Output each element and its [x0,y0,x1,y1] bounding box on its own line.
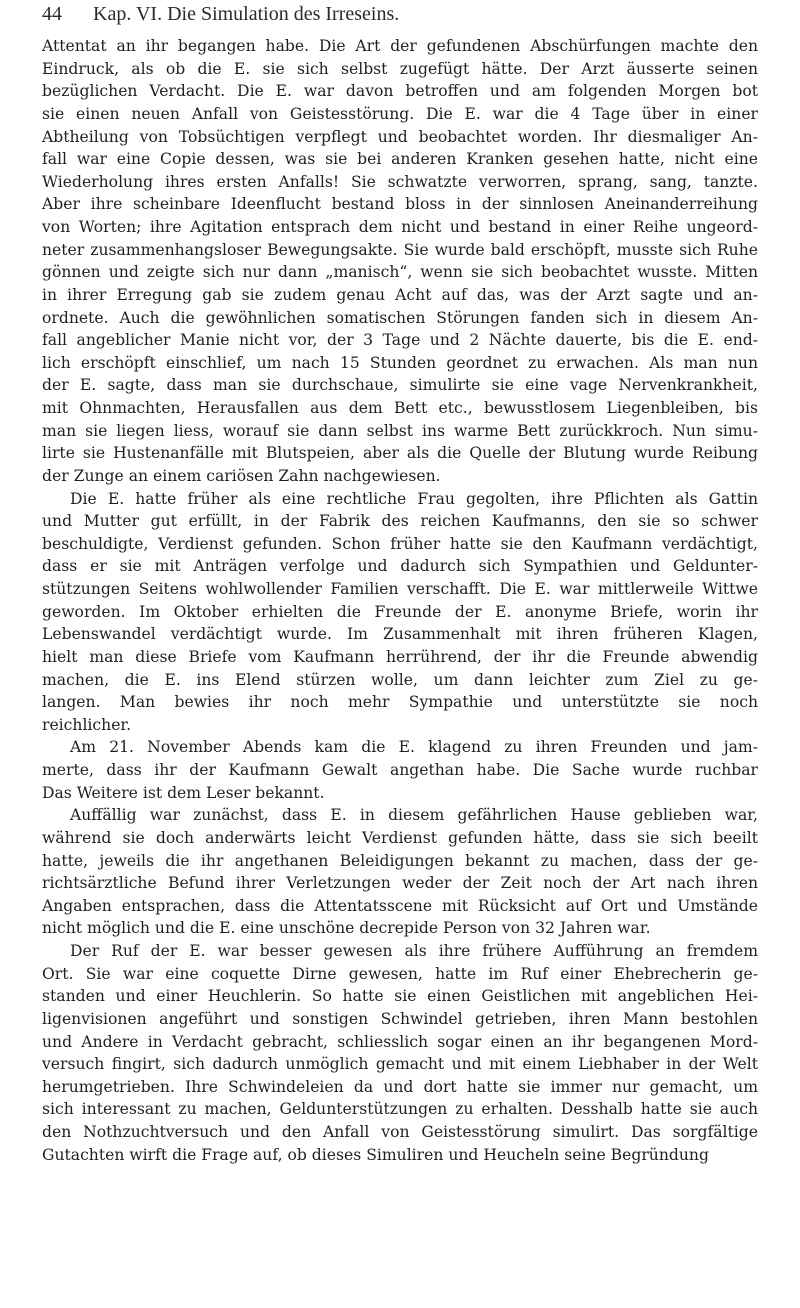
text-line: standen und einer Heuchlerin. So hatte sie einen Geistlichen mit angeblichen Hei- [42,987,758,1006]
text-line: der E. sagte, dass man sie durchschaue, simulirte sie eine vage Nervenkrankheit, [42,376,758,395]
text-line: Angaben entsprachen, dass die Attentatsscene mit Rücksicht auf Ort und Umstände [42,896,758,915]
running-head [42,3,758,27]
text-line: Eindruck, als ob die E. sie sich selbst zugefügt hätte. Der Arzt äusserte seinen [42,59,758,78]
text-line: von Worten; ihre Agitation entsprach dem nicht und bestand in einer Reihe ungeord- [42,218,758,236]
text-line: beschuldigte, Verdienst gefunden. Schon früher hatte sie den Kaufmann verdächtigt, [42,534,758,553]
text-line: mit Ohnmachten, Herausfallen aus dem Bett etc., bewusstlosem Liegenbleiben, bis [42,399,758,417]
text-line: während sie doch anderwärts leicht Verdienst gefunden hätte, dass sie sich beeilt [42,828,758,847]
text-line: Auffällig war zunächst, dass E. in diesem gefährlichen Hause geblieben war, [70,806,758,825]
text-line: fall war eine Copie dessen, was sie bei anderen Kranken gesehen hatte, nicht eine [42,150,758,169]
text-line: und Mutter gut erfüllt, in der Fabrik des reichen Kaufmanns, den sie so schwer [42,512,758,531]
text-line: neter zusammenhangsloser Bewegungsakte. Sie wurde bald erschöpft, musste sich Ruhe [42,240,758,259]
text-line: Wiederholung ihres ersten Anfalls! Sie schwatzte verworren, sprang, sang, tanzte. [42,172,758,191]
text-line: Am 21. November Abends kam die E. klagend zu ihren Freunden und jam- [70,738,758,757]
paragraph [42,804,758,940]
text-line: Die E. hatte früher als eine rechtliche Frau gegolten, ihre Pflichten als Gattin [70,489,758,508]
text-line: hielt man diese Briefe vom Kaufmann herrührend, der ihr die Freunde abwendig [42,647,758,666]
chapter-heading: Kap. VI. Die Simulation des Irreseins. [93,3,400,25]
text-line: hatte, jeweils die ihr angethanen Beleidigungen bekannt zu machen, dass der ge- [42,851,758,870]
text-line: nicht möglich und die E. eine unschöne decrepide Person von 32 Jahren war. [42,919,651,938]
text-line: man sie liegen liess, worauf sie dann selbst ins warme Bett zurückkroch. Nun simu- [42,421,758,440]
text-line: Abtheilung von Tobsüchtigen verpflegt und beobachtet worden. Ihr diesmaliger An- [42,127,758,146]
text-line: reichlicher. [42,715,132,734]
text-line: Aber ihre scheinbare Ideenflucht bestand bloss in der sinnlosen Aneinanderreihung [42,195,758,214]
text-line: machen, die E. ins Elend stürzen wolle, um dann leichter zum Ziel zu ge- [42,670,758,689]
text-line: der Zunge an einem cariösen Zahn nachgewiesen. [42,466,441,485]
text-line: fall angeblicher Manie nicht vor, der 3 Tage und 2 Nächte dauerte, bis die E. end- [42,331,758,350]
text-line: und Andere in Verdacht gebracht, schliesslich sogar einen an ihr begangenen Mord- [42,1032,758,1051]
text-line: bezüglichen Verdacht. Die E. war davon betroffen und am folgenden Morgen bot [42,82,758,101]
paragraph [42,488,758,737]
text-line: sich interessant zu machen, Geldunterstützungen zu erhalten. Desshalb hatte sie auch [42,1100,758,1119]
text-line: ordnete. Auch die gewöhnlichen somatischen Störungen fanden sich in diesem An- [42,308,758,327]
page-number: 44 [42,3,62,25]
text-line: Lebenswandel verdächtigt wurde. Im Zusammenhalt mit ihren früheren Klagen, [42,625,758,644]
text-line: herumgetrieben. Ihre Schwindeleien da und dort hatte sie immer nur gemacht, um [42,1077,758,1096]
text-line: geworden. Im Oktober erhielten die Freunde der E. anonyme Briefe, worin ihr [42,602,758,621]
text-line: merte, dass ihr der Kaufmann Gewalt angethan habe. Die Sache wurde ruchbar [42,761,758,779]
text-line: Das Weitere ist dem Leser bekannt. [42,783,325,802]
text-line: lirte sie Hustenanfälle mit Blutspeien, aber als die Quelle der Blutung wurde Reibung [42,444,758,463]
text-line: stützungen Seitens wohlwollender Familien verschafft. Die E. war mittlerweile Wittwe [42,580,758,598]
text-line: Gutachten wirft die Frage auf, ob dieses Simuliren und Heucheln seine Begründung [42,1145,709,1164]
text-line: den Nothzuchtversuch und den Anfall von Geistesstörung simulirt. Das sorgfältige [42,1123,758,1141]
text-line: lich erschöpft einschlief, um nach 15 Stunden geordnet zu erwachen. Als man nun [42,353,758,372]
text-line: gönnen und zeigte sich nur dann „manisch“, wenn sie sich beobachtet wusste. Mitten [42,263,758,282]
text-line: Attentat an ihr begangen habe. Die Art der gefundenen Abschürfungen machte den [42,37,758,55]
text-line: versuch fingirt, sich dadurch unmöglich gemacht und mit einem Liebhaber in der Welt [42,1055,758,1074]
text-line: langen. Man bewies ihr noch mehr Sympathie und unterstützte sie noch [42,693,758,712]
paragraph [42,940,758,1166]
text-line: Ort. Sie war eine coquette Dirne gewesen, hatte im Ruf einer Ehebrecherin ge- [42,964,758,983]
paragraph [42,35,758,488]
text-line: sie einen neuen Anfall von Geistesstörung. Die E. war die 4 Tage über in einer [42,104,758,123]
body-text [42,35,758,1166]
paragraph [42,736,758,804]
text-line: Der Ruf der E. war besser gewesen als ihre frühere Aufführung an fremdem [70,942,758,960]
text-line: in ihrer Erregung gab sie zudem genau Acht auf das, was der Arzt sagte und an- [42,285,758,304]
text-line: ligenvisionen angeführt und sonstigen Schwindel getrieben, ihren Mann bestohlen [42,1009,758,1028]
text-line: richtsärztliche Befund ihrer Verletzungen weder der Zeit noch der Art nach ihren [42,874,758,893]
text-line: dass er sie mit Anträgen verfolge und dadurch sich Sympathien und Geldunter- [42,557,758,576]
